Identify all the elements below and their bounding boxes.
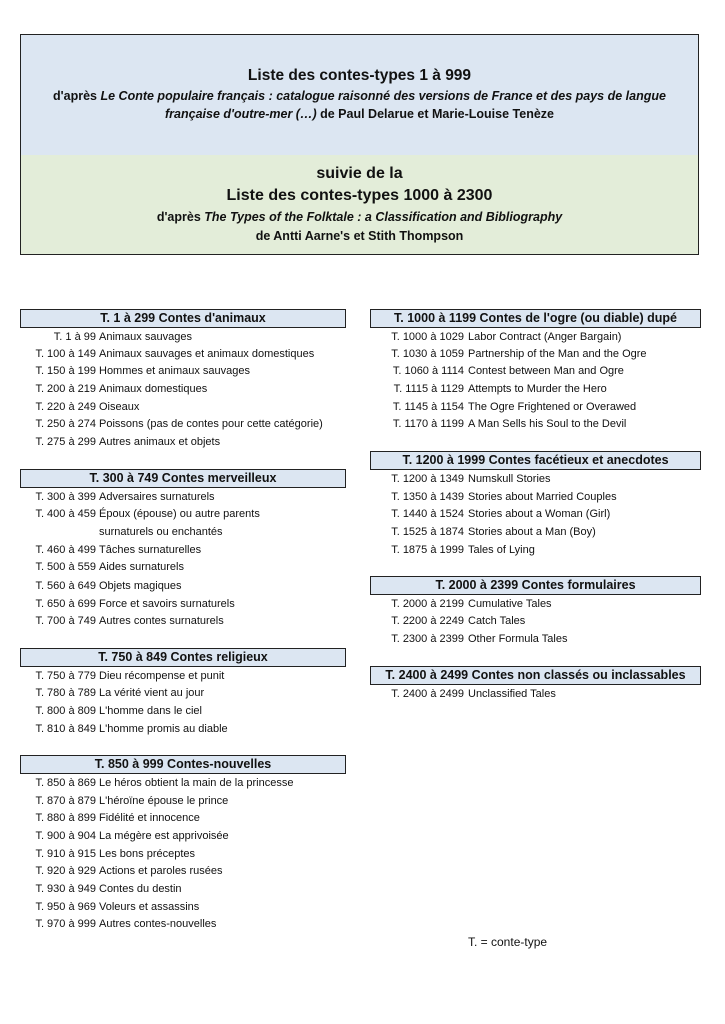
type-label: Objets magiques xyxy=(99,580,182,592)
type-code: T. 460 à 499 xyxy=(35,544,96,556)
type-code: T. 880 à 899 xyxy=(35,812,96,824)
type-code: T. 500 à 559 xyxy=(35,561,96,573)
type-label: Autres contes-nouvelles xyxy=(99,918,217,930)
type-label: Cumulative Tales xyxy=(468,598,552,610)
type-label: Unclassified Tales xyxy=(468,688,556,700)
type-code: T. 220 à 249 xyxy=(35,401,96,413)
type-code: T. 1200 à 1349 xyxy=(391,473,464,485)
type-code: T. 275 à 299 xyxy=(35,436,96,448)
type-code: T. 750 à 779 xyxy=(35,670,96,682)
type-label: La mégère est apprivoisée xyxy=(99,830,229,842)
type-label: Other Formula Tales xyxy=(468,633,568,645)
type-label: Dieu récompense et punit xyxy=(99,670,225,682)
type-code: T. 1170 à 1199 xyxy=(392,418,464,430)
type-label: La vérité vient au jour xyxy=(99,687,205,699)
type-label: Labor Contract (Anger Bargain) xyxy=(468,331,622,343)
type-code: T. 780 à 789 xyxy=(35,687,96,699)
source-line-3: d'après The Types of the Folktale : a Classification and Bibliography xyxy=(156,210,563,224)
type-label: Hommes et animaux sauvages xyxy=(99,365,251,377)
type-label: Partnership of the Man and the Ogre xyxy=(468,348,647,360)
type-code: T. 1030 à 1059 xyxy=(391,348,464,360)
section-header: T. 1200 à 1999 Contes facétieux et anecdotes xyxy=(370,451,701,470)
type-label: The Ogre Frightened or Overawed xyxy=(468,401,637,413)
type-label: Voleurs et assassins xyxy=(99,901,200,913)
type-label: Fidélité et innocence xyxy=(99,812,200,824)
main-title: Liste des contes-types 1 à 999 xyxy=(247,67,472,84)
type-code: T. 2300 à 2399 xyxy=(391,633,464,645)
type-label: Catch Tales xyxy=(468,615,526,627)
type-code: T. 1060 à 1114 xyxy=(392,365,464,377)
type-label: Stories about Married Couples xyxy=(468,491,617,503)
type-label: surnaturels ou enchantés xyxy=(99,526,223,538)
type-label: Tales of Lying xyxy=(468,544,535,556)
type-code: T. 810 à 849 xyxy=(35,723,96,735)
type-code: T. 870 à 879 xyxy=(35,795,96,807)
source-line-4: de Antti Aarne's et Stith Thompson xyxy=(255,229,464,243)
type-label: Tâches surnaturelles xyxy=(99,544,202,556)
type-label: Stories about a Man (Boy) xyxy=(468,526,596,538)
type-label: Animaux sauvages xyxy=(99,331,192,343)
second-title: Liste des contes-types 1000 à 2300 xyxy=(226,187,493,204)
type-label: Numskull Stories xyxy=(468,473,551,485)
section-header: T. 750 à 849 Contes religieux xyxy=(20,648,346,667)
type-label: L'héroïne épouse le prince xyxy=(99,795,229,807)
type-code: T. 930 à 949 xyxy=(35,883,96,895)
type-label: Contest between Man and Ogre xyxy=(468,365,624,377)
type-code: T. 1 à 99 xyxy=(53,331,96,343)
type-label: Attempts to Murder the Hero xyxy=(468,383,607,395)
type-label: L'homme promis au diable xyxy=(99,723,228,735)
footer-note: T. = conte-type xyxy=(468,935,548,949)
type-label: Animaux domestiques xyxy=(99,383,208,395)
type-code: T. 250 à 274 xyxy=(35,418,96,430)
section-header: T. 1000 à 1199 Contes de l'ogre (ou diable) dupé xyxy=(370,309,701,328)
type-code: T. 900 à 904 xyxy=(35,830,96,842)
type-code: T. 1525 à 1874 xyxy=(391,526,464,538)
type-code: T. 2200 à 2249 xyxy=(391,615,464,627)
type-label: Force et savoirs surnaturels xyxy=(99,598,235,610)
type-code: T. 100 à 149 xyxy=(35,348,96,360)
type-code: T. 800 à 809 xyxy=(35,705,96,717)
type-label: A Man Sells his Soul to the Devil xyxy=(468,418,627,430)
source-line-1: d'après Le Conte populaire français : catalogue raisonné des versions de France et des pays de langue xyxy=(53,89,666,103)
section-header: T. 850 à 999 Contes-nouvelles xyxy=(20,755,346,774)
type-code: T. 920 à 929 xyxy=(35,865,96,877)
type-label: Contes du destin xyxy=(99,883,182,895)
type-label: Adversaires surnaturels xyxy=(99,491,215,503)
type-code: T. 650 à 699 xyxy=(35,598,96,610)
type-label: Autres contes surnaturels xyxy=(99,615,224,627)
type-code: T. 2400 à 2499 xyxy=(391,688,464,700)
type-code: T. 950 à 969 xyxy=(35,901,96,913)
type-code: T. 560 à 649 xyxy=(35,580,96,592)
type-code: T. 150 à 199 xyxy=(35,365,96,377)
section-header: T. 300 à 749 Contes merveilleux xyxy=(20,469,346,488)
type-code: T. 1875 à 1999 xyxy=(391,544,464,556)
section-header: T. 2400 à 2499 Contes non classés ou inclassables xyxy=(370,666,701,685)
type-label: Actions et paroles rusées xyxy=(99,865,223,877)
type-code: T. 2000 à 2199 xyxy=(391,598,464,610)
source-line-2: française d'outre-mer (…) de Paul Delarue et Marie-Louise Tenèze xyxy=(165,107,554,121)
type-code: T. 1350 à 1439 xyxy=(391,491,464,503)
type-code: T. 970 à 999 xyxy=(35,918,96,930)
type-label: Aides surnaturels xyxy=(99,561,184,573)
type-label: Les bons préceptes xyxy=(99,848,196,860)
type-code: T. 700 à 749 xyxy=(35,615,96,627)
type-label: L'homme dans le ciel xyxy=(99,705,202,717)
section-header: T. 2000 à 2399 Contes formulaires xyxy=(370,576,701,595)
suivie-text: suivie de la xyxy=(316,165,403,182)
title-block xyxy=(20,34,699,255)
type-code: T. 1440 à 1524 xyxy=(391,508,464,520)
type-label: Oiseaux xyxy=(99,401,140,413)
type-code: T. 200 à 219 xyxy=(35,383,96,395)
type-code: T. 910 à 915 xyxy=(35,848,96,860)
type-code: T. 300 à 399 xyxy=(35,491,96,503)
type-label: Stories about a Woman (Girl) xyxy=(468,508,611,520)
type-label: Époux (épouse) ou autre parents xyxy=(99,508,260,520)
type-code: T. 1000 à 1029 xyxy=(391,331,464,343)
type-label: Le héros obtient la main de la princesse xyxy=(99,777,294,789)
type-label: Animaux sauvages et animaux domestiques xyxy=(99,348,315,360)
type-code: T. 850 à 869 xyxy=(35,777,96,789)
type-label: Autres animaux et objets xyxy=(99,436,221,448)
type-code: T. 1145 à 1154 xyxy=(392,401,464,413)
type-label: Poissons (pas de contes pour cette catégorie) xyxy=(99,418,323,430)
section-header: T. 1 à 299 Contes d'animaux xyxy=(20,309,346,328)
type-code: T. 400 à 459 xyxy=(35,508,96,520)
type-code: T. 1115 à 1129 xyxy=(393,383,464,395)
